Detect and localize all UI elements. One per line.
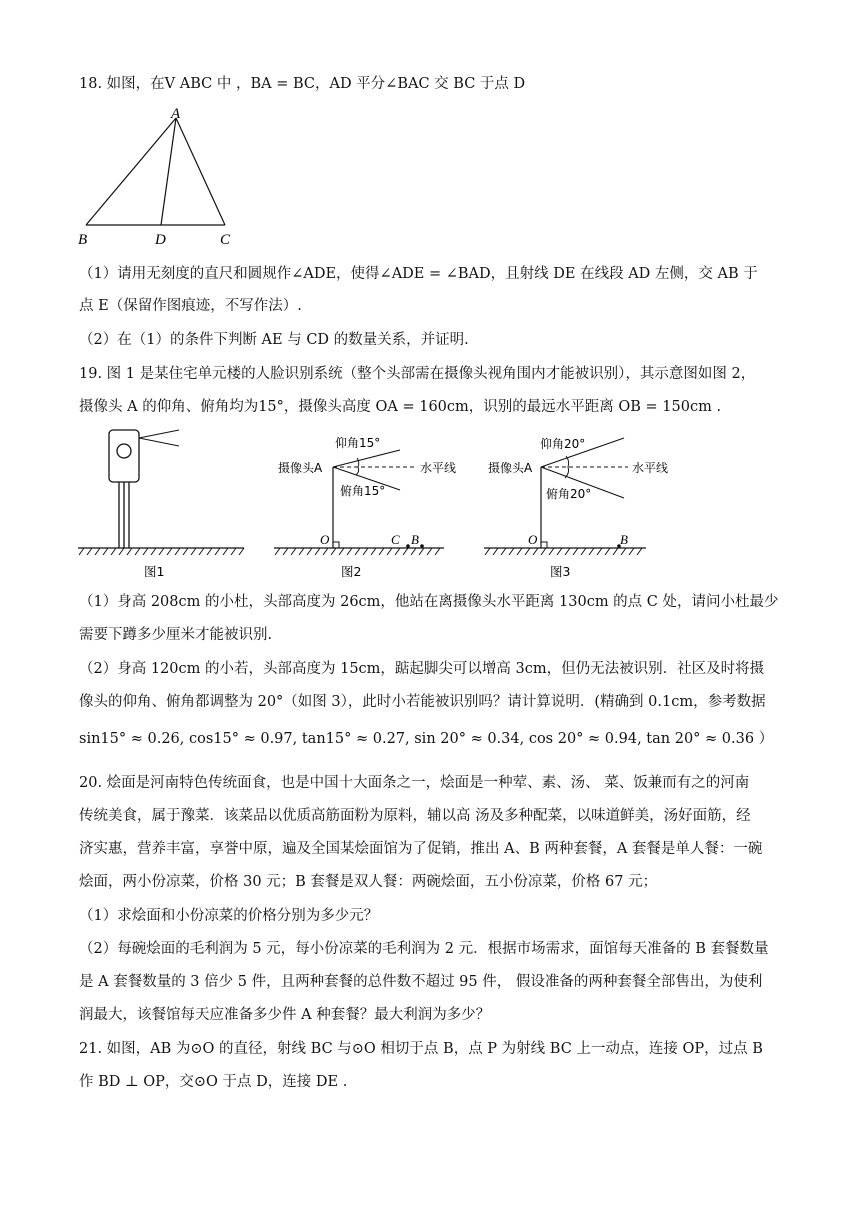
fig3-elevation-label: 仰角20° <box>540 437 586 451</box>
q20-part2-line1: （2）每碗烩面的毛利润为 5 元，每小份凉菜的毛利润为 2 元．根据市场需求，面馆每天准备的 B 套餐数量 <box>79 941 769 957</box>
q19-part1-line2: 需要下蹲多少厘米才能被识别. <box>79 627 273 643</box>
fig2-point-c: C <box>391 532 400 547</box>
q19-part1-line1: （1）身高 208cm 的小杜，头部高度为 26cm，他站在离摄像头水平距离 130cm 的点 C 处，请问小杜最少 <box>79 594 779 610</box>
fig2-camera-label: 摄像头A <box>278 461 323 475</box>
q19-part2-line2: 像头的仰角、俯角都调整为 20°（如图 3），此时小若能被识别吗？请计算说明．(精确到 0.1cm，参考数据 <box>79 694 766 710</box>
fig3-horizon-label: 水平线 <box>632 461 669 475</box>
fig3-point-b: B <box>620 532 628 547</box>
q18-part1-line1: （1）请用无刻度的直尺和圆规作∠ADE，使得∠ADE = ∠BAD，且射线 DE 在线段 AD 左侧，交 AB 于 <box>79 266 758 282</box>
fig3-point-o: O <box>528 532 538 547</box>
q20-part2-line2: 是 A 套餐数量的 3 倍少 5 件，且两种套餐的总件数不超过 95 件， 假设准备的两种套餐全部售出，为使利 <box>79 974 763 990</box>
q20-line1: 20. 烩面是河南特色传统面食，也是中国十大面条之一，烩面是一种荤、素、汤、 菜、饭兼而有之的河南 <box>79 775 750 791</box>
figure-3-diagram <box>482 420 682 585</box>
q19-line1: 19. 图 1 是某住宅单元楼的人脸识别系统（整个头部需在摄像头视角围内才能被识别），其示意图如图 2， <box>79 366 756 382</box>
q20-line3: 济实惠，营养丰富，享誉中原，遍及全国某烩面馆为了促销，推出 A、B 两种套餐，A 套餐是单人餐：一碗 <box>79 841 763 857</box>
triangle-figure <box>70 100 250 250</box>
q20-line2: 传统美食，属于豫菜．该菜品以优质高筋面粉为原料，辅以高 汤及多种配菜，以味道鲜美，汤好面筋，经 <box>79 808 751 824</box>
fig3-camera-label: 摄像头A <box>488 461 533 475</box>
q20-line4: 烩面，两小份凉菜，价格 30 元；B 套餐是双人餐：两碗烩面，五小份凉菜，价格 67 元； <box>79 874 658 890</box>
q19-reference-data: sin15° ≈ 0.26, cos15° ≈ 0.97, tan15° ≈ 0.27, sin 20° ≈ 0.34, cos 20° ≈ 0.94, tan 20° ≈ 0.36 ） <box>79 731 774 747</box>
fig2-elevation-label: 仰角15° <box>335 436 381 450</box>
vertex-b-label: B <box>78 232 88 248</box>
figure-3-caption: 图3 <box>550 564 571 579</box>
fig3-depression-label: 俯角20° <box>546 487 592 501</box>
vertex-c-label: C <box>220 232 231 248</box>
figure-1-caption: 图1 <box>144 564 165 579</box>
figure-1-camera-post <box>76 420 248 585</box>
figure-2-caption: 图2 <box>341 564 362 579</box>
point-d-label: D <box>155 232 166 248</box>
fig2-horizon-label: 水平线 <box>420 461 457 475</box>
vertex-a-label: A <box>171 106 181 122</box>
fig2-point-o: O <box>320 532 330 547</box>
q21-line2: 作 BD ⊥ OP，交⊙O 于点 D，连接 DE . <box>79 1074 348 1090</box>
q19-line2: 摄像头 A 的仰角、俯角均为15°，摄像头高度 OA = 160cm，识别的最远水平距离 OB = 150cm . <box>79 399 722 415</box>
fig2-point-b: B <box>411 532 419 547</box>
q18-part1-line2: 点 E（保留作图痕迹，不写作法）. <box>79 298 302 314</box>
q18-stem: 18. 如图，在V ABC 中 ，BA = BC，AD 平分∠BAC 交 BC 于点 D <box>79 76 526 92</box>
q21-line1: 21. 如图，AB 为⊙O 的直径，射线 BC 与⊙O 相切于点 B，点 P 为射线 BC 上一动点，连接 OP，过点 B <box>79 1041 763 1057</box>
q18-part2: （2）在（1）的条件下判断 AE 与 CD 的数量关系，并证明. <box>79 332 469 348</box>
fig2-depression-label: 俯角15° <box>340 484 386 498</box>
figure-2-diagram <box>272 420 472 585</box>
q20-part1: （1）求烩面和小份凉菜的价格分别为多少元？ <box>79 908 379 924</box>
q19-part2-line1: （2）身高 120cm 的小若，头部高度为 15cm，踮起脚尖可以增高 3cm，但仍无法被识别．社区及时将摄 <box>79 661 765 677</box>
q20-part2-line3: 润最大，该餐馆每天应准备多少件 A 种套餐？最大利润为多少？ <box>79 1007 491 1023</box>
